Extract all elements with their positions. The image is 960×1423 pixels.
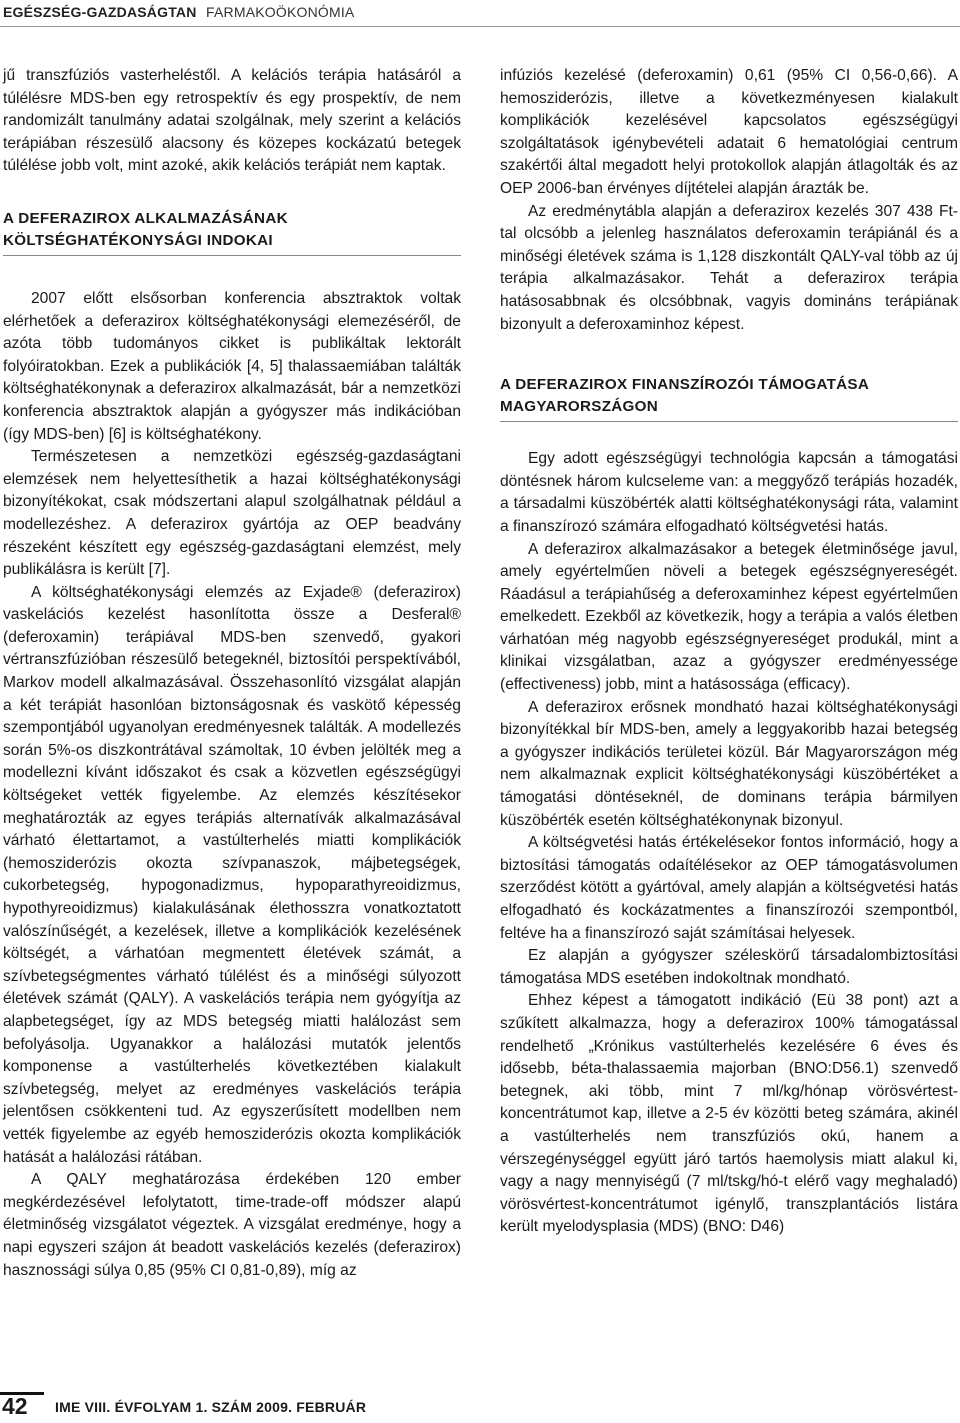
paragraph: Természetesen a nemzetközi egészség-gazdaságtani elemzések nem helyettesíthetik a hazai költséghatékonysági bizonyítékokat, csak módszertani alapul szolgálhatnak például a modellezéshez. A deferazirox gyártója az OEP beadvány részeként készített egy egészség-gazdaságtani elemzést, mely publikálásra is került [7]. [3, 448, 461, 579]
paragraph: A QALY meghatározása érdekében 120 ember megkérdezésével lefolytatott, time-trade-off módszer alapú életminőség vizsgálatot végeztek. A vizsgálat eredménye, hogy a napi egyszeri szájon át beadott vaskelációs kezelés (deferazirox) hasznossági súlya 0,85 (95% CI 0,81-0,89), míg az [3, 1171, 461, 1279]
paragraph: Ehhez képest a támogatott indikáció (Eü 38 pont) azt a szűkített alkalmazza, hogy a deferazirox 100% támogatással rendelhető „Krónikus vastúlterhelés kezelésére 6 éves és idősebb, béta-thalassaemia majorban (BNO:D56.1) szenvedő betegnek, aki több, mint 7 ml/kg/hónap vörösvértest-koncentrátumot kap, illetve a 2-5 év közötti beteg számára, akinél a vastúlterhelés nem transzfúziós okú, hanem a vérszegénységgel együtt járó tartós haemolysis miatt alakul ki, vagy a nagy mennyiségű (7 ml/tskg/hó-t elérő vagy meghaladó) vörösvértest-koncentrátumot igénylő, transzplantációs listára került myelodysplasia (MDS) (BNO: D46) [500, 992, 958, 1236]
journal-issue: IME VIII. ÉVFOLYAM 1. SZÁM 2009. FEBRUÁR [55, 1399, 367, 1415]
paragraph: A költséghatékonysági elemzés az Exjade® (deferazirox) vaskelációs kezelést hasonlította össze a Desferal® (deferoxamin) terápiával MDS-ben szenvedő, gyakori vértranszfúzióban részesülő betegeknél, biztosítói perspektívából, Markov modell alkalmazásával. Összehasonlító vizsgálat alapján a két terápiát hasonlóan biztonságosnak és vaskötő képesség szempontjából ugyanolyan eredményesnek találták. A modellezés során 5%-os diszkontrátával számoltak, 10 évben jelölték meg a modellezni kívánt időszakot és csak a közvetlen egészségügyi költségeket vették figyelembe. Az elemzés készítésekor meghatározták az egyes terápiás alternatívák alkalmazásával várható élettartamot, a vastúlterhelés miatti komplikációk (hemosziderózis okozta szívpanaszok, májbetegségek, cukorbetegség, hypogonadizmus, hypoparathyreoidizmus, hypothyreoidizmus) kialakulásának élethosszra vonatkoztatott valószínűségét, a kezelések, illetve a komplikációk kezelésének költségét, a várhatóan megmentett életévek számát, a szívbetegségmentes várható túlélést és a minőségi súlyozott életévek számát (QALY). A vaskelációs terápia nem gyógyítja az alapbetegséget, így az MDS betegség miatti halálozást sem befolyásolja. Ugyanakkor a halálozási mutatók jelentős komponense a vastúlterhelés következtében kialakult szívbetegség, melyet az eredményes vaskelációs terápia jelentősen csökkenteni tud. Az egyszerűsített modellben nem vették figyelembe az egyéb hemosziderózis okozta komplikációk hatását a halálozási rátában. [3, 583, 461, 1166]
paragraph: Egy adott egészségügyi technológia kapcsán a támogatási döntésnek három kulcseleme van: a meggyőző terápiás hozadék, a társadalmi küszöbérték alatti költséghatékonysági ráta, valamint a finanszírozó számára elfogadható költségvetési hatás. [500, 450, 958, 535]
section-heading: A DEFERAZIROX FINANSZÍROZÓI TÁMOGATÁSA MAGYARORSZÁGON [500, 374, 958, 422]
page-number: 42 [2, 1393, 28, 1419]
section-label: EGÉSZSÉG-GAZDASÁGTAN [3, 4, 197, 20]
paragraph: A költségvetési hatás értékelésekor fontos információ, hogy a biztosítási támogatás odaítélésekor az OEP támogatásvolumen szerződést kötött a gyártóval, amely alapján a költségvetési hatás elfogadható és kockázatmentes a finanszírozói szempontból, feltéve ha a finanszírozó saját számításai helyesek. [500, 834, 958, 942]
paragraph: A deferazirox erősnek mondható hazai költséghatékonysági bizonyítékkal bír MDS-ben, amely a leggyakoribb hazai betegség a gyógyszer indikációs területei közül. Bár Magyarországon még nem alkalmaznak explicit költséghatékonysági küszöbértéket a támogatási döntéseknél, de dominans terápia bármilyen küszöbérték esetén költséghatékonynak bizonyul. [500, 698, 958, 829]
paragraph: A deferazirox alkalmazásakor a betegek életminősége javul, amely egyértelműen növeli a betegek egészségnyereségét. Ráadásul a terápiahűség a deferoxaminhez képest egyértelműen emelkedett. Ezekből az következik, hogy a terápia a valós életben várhatóan még nagyobb egészségnyereséget produkál, mint a klinikai vizsgálatban, azaz a gyógyszer eredményessége (effectiveness) jobb, mint a hatásossága (efficacy). [500, 540, 958, 694]
running-header [0, 0, 960, 30]
header-rule [0, 26, 960, 27]
left-column [3, 65, 461, 1282]
right-column [500, 65, 958, 1239]
running-footer [0, 1393, 960, 1423]
subsection-label: FARMAKOÖKONÓMIA [206, 4, 355, 20]
paragraph: Ez alapján a gyógyszer széleskörű társadalombiztosítási támogatása MDS esetében indokoltnak mondható. [500, 947, 958, 987]
paragraph: infúziós kezelésé (deferoxamin) 0,61 (95% CI 0,56-0,66). A hemosziderózis, illetve a következményesen kialakult komplikációk kezelésével kapcsolatos egészségügyi szolgáltatások igénybevételi adatait 6 hematológiai centrum szakértői által megadott helyi protokollok alapján átlagolták és az OEP 2006-ban érvényes díjtételei alapján árazták be. [500, 67, 958, 197]
paragraph: 2007 előtt elsősorban konferencia absztraktok voltak elérhetőek a deferazirox költséghatékonysági elemezéséről, de azóta több tudományos cikket is publikáltak lektorált folyóiratokban. Ezek a publikációk [4, 5] thalassaemiában találták költséghatékonynak a deferazirox alkalmazását, bár a nemzetközi konferencia absztraktok alapján a gyógyszer más indikációban (így MDS-ben) [6] is költséghatékony. [3, 289, 461, 443]
paragraph: jű transzfúziós vasterheléstől. A kelációs terápia hatásáról a túlélésre MDS-ben egy retrospektív és egy prospektív, de nem randomizált tanulmány adatai szolgálnak, mely szerint a kelációs terápiában részesülő alacsony és közepes kockázatú betegek túlélése jobb volt, mint azoké, akik kelációs terápiát nem kaptak. [3, 67, 461, 175]
paragraph: Az eredménytábla alapján a deferazirox kezelés 307 438 Ft-tal olcsóbb a jelenleg használatos deferoxamin terápiánál és a minőségi életévek száma is 1,128 diszkontált QALY-val több az új terápia alkalmazásakor. Tehát a deferazirox terápia hatásosabbnak és olcsóbbnak, vagyis domináns terápiának bizonyult a deferoxaminhoz képest. [500, 202, 958, 333]
section-heading: A DEFERAZIROX ALKALMAZÁSÁNAK KÖLTSÉGHATÉKONYSÁGI INDOKAI [3, 208, 461, 256]
